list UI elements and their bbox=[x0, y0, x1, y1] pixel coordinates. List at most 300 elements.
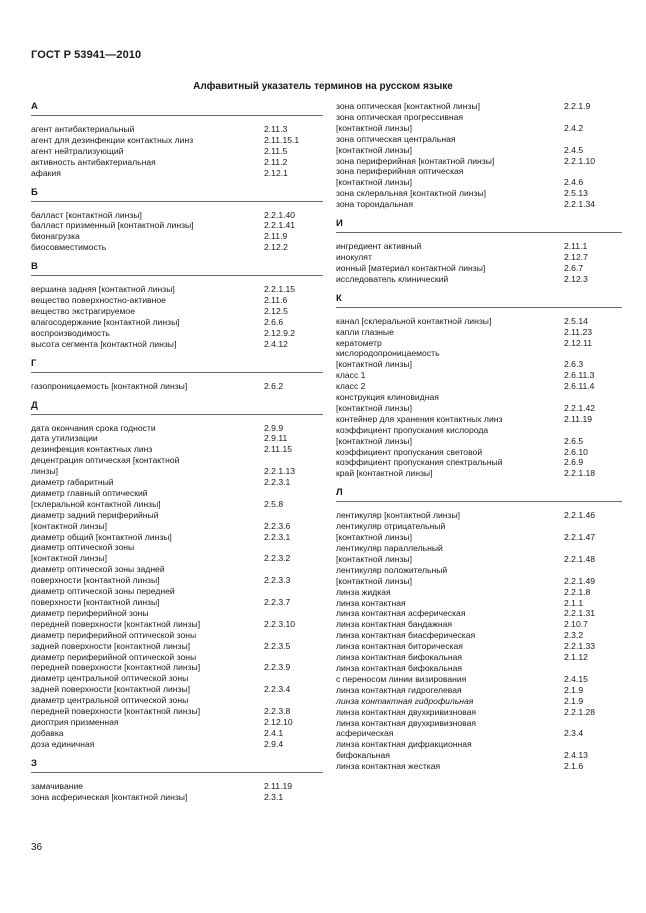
entry-term bbox=[31, 586, 264, 608]
entry-term bbox=[336, 134, 564, 156]
index-entry bbox=[31, 433, 323, 444]
entry-code: 2.11.15.1 bbox=[264, 134, 300, 145]
section-letter: Л bbox=[336, 487, 622, 502]
entry-term bbox=[31, 168, 264, 179]
index-entry bbox=[31, 381, 323, 392]
entry-code: 2.2.1.8 bbox=[564, 586, 591, 597]
index-entry bbox=[31, 781, 323, 792]
entry-term-line: [контактной линзы] bbox=[336, 122, 412, 133]
entry-term-line: [контактной линзы] bbox=[31, 553, 107, 564]
entry-term-line: диаметр оптической зоны bbox=[31, 542, 135, 553]
entry-term bbox=[31, 231, 264, 242]
entry-code: 2.11.23 bbox=[564, 326, 593, 337]
entry-term bbox=[31, 630, 264, 652]
entry-term-line: конструкция клиновидная bbox=[336, 392, 439, 403]
entry-term bbox=[336, 263, 564, 274]
entry-term bbox=[31, 242, 264, 253]
entry-term-line: с переносом линии визирования bbox=[336, 673, 467, 684]
entry-term-line: лентикуляр [контактной линзы] bbox=[336, 510, 461, 521]
entry-code: 2.12.7 bbox=[564, 251, 588, 262]
entry-term-line: линза контактная двухкривизновая bbox=[336, 706, 477, 717]
entry-code: 2.11.5 bbox=[264, 145, 288, 156]
entry-term bbox=[31, 339, 264, 350]
index-entry bbox=[31, 739, 323, 750]
entry-term-line: [контактной линзы] bbox=[31, 520, 107, 531]
index-entry bbox=[336, 252, 622, 263]
entry-term-line: [контактной линзы] bbox=[336, 532, 412, 543]
entry-term bbox=[31, 124, 264, 135]
entry-term bbox=[336, 685, 564, 696]
index-entry bbox=[336, 663, 622, 685]
entry-term-line: ионный [материал контактной линзы] bbox=[336, 262, 486, 273]
entry-term bbox=[336, 608, 564, 619]
entry-term-line: коэффициент пропускания спектральный bbox=[336, 457, 503, 468]
entry-code: 2.2.3.1 bbox=[264, 531, 291, 542]
entry-code: 2.2.3.2 bbox=[264, 553, 291, 564]
index-entry bbox=[31, 630, 323, 652]
index-entry bbox=[31, 532, 323, 543]
entry-term-line: передней поверхности [контактной линзы] bbox=[31, 706, 201, 717]
index-entry bbox=[31, 242, 323, 253]
entry-code: 2.1.1 bbox=[564, 597, 584, 608]
entry-term bbox=[336, 543, 564, 565]
entry-term bbox=[336, 707, 564, 718]
entry-code: 2.6.11.4 bbox=[564, 381, 595, 392]
entry-code: 2.2.3.5 bbox=[264, 640, 291, 651]
entry-code: 2.1.12 bbox=[564, 652, 588, 663]
entry-term-line: поверхности [контактной линзы] bbox=[31, 597, 160, 607]
index-entry bbox=[336, 101, 622, 112]
entry-term-line: линза контактная биторическая bbox=[336, 641, 463, 652]
index-entry bbox=[31, 510, 323, 532]
entry-term bbox=[336, 156, 564, 167]
entry-term-line: передней поверхности [контактной линзы] bbox=[31, 662, 201, 673]
entry-code: 2.3.4 bbox=[564, 728, 584, 739]
entry-term-line: [контактной линзы] bbox=[336, 553, 412, 564]
index-section bbox=[336, 487, 622, 772]
entry-term-line: поверхности [контактной линзы] bbox=[31, 575, 160, 586]
entry-code: 2.11.9 bbox=[264, 231, 288, 242]
entry-term-line: коэффициент пропускания световой bbox=[336, 446, 483, 457]
entry-term-line: вещество поверхностно-активное bbox=[31, 295, 166, 306]
entry-term-line: балласт призменный [контактной линзы] bbox=[31, 220, 194, 231]
entry-term-line: диаметр габаритный bbox=[31, 477, 114, 488]
entry-term bbox=[31, 423, 264, 434]
entry-term-line: [склеральной контактной линзы] bbox=[31, 498, 161, 509]
entry-code: 2.2.3.3 bbox=[264, 575, 291, 586]
index-entry bbox=[31, 306, 323, 317]
index-entry bbox=[31, 295, 323, 306]
entry-term-line: зона оптическая [контактной линзы] bbox=[336, 101, 480, 111]
index-entry bbox=[336, 134, 622, 156]
entry-term bbox=[336, 630, 564, 641]
entry-term bbox=[31, 157, 264, 168]
entry-code: 2.4.12 bbox=[264, 338, 288, 349]
entry-code: 2.6.10 bbox=[564, 446, 588, 457]
index-entry bbox=[336, 543, 622, 565]
entry-term bbox=[336, 316, 564, 327]
entry-term bbox=[336, 101, 564, 112]
entry-term-line: диаметр оптической зоны задней bbox=[31, 564, 165, 575]
index-entry bbox=[336, 510, 622, 521]
index-entry bbox=[31, 792, 323, 803]
index-entry bbox=[336, 468, 622, 479]
entry-code: 2.1.6 bbox=[564, 761, 584, 772]
index-entry bbox=[31, 135, 323, 146]
index-entry bbox=[31, 695, 323, 717]
entry-term-line: диаметр главный оптический bbox=[31, 487, 148, 498]
entry-term bbox=[31, 477, 264, 488]
entry-term bbox=[31, 433, 264, 444]
entry-term-line: лентикуляр параллельный bbox=[336, 543, 443, 553]
entry-term bbox=[336, 718, 564, 740]
index-column-right bbox=[336, 101, 622, 780]
index-entry bbox=[31, 220, 323, 231]
index-entry bbox=[336, 608, 622, 619]
entry-term-line: линза контактная дифракционная bbox=[336, 739, 472, 750]
entry-code: 2.11.15 bbox=[264, 444, 293, 455]
entry-term-line: балласт [контактной линзы] bbox=[31, 209, 142, 220]
entry-code: 2.2.3.6 bbox=[264, 520, 291, 531]
section-letter: А bbox=[31, 101, 323, 116]
index-entry bbox=[336, 447, 622, 458]
index-section bbox=[336, 218, 622, 285]
entry-term-line: коэффициент пропускания кислорода bbox=[336, 424, 489, 435]
entry-term bbox=[336, 641, 564, 652]
entry-term-line: бионагрузка bbox=[31, 231, 80, 242]
index-section bbox=[31, 101, 323, 179]
entry-term bbox=[336, 252, 564, 263]
index-entry bbox=[31, 488, 323, 510]
entry-code: 2.6.11.3 bbox=[564, 370, 595, 381]
entry-term bbox=[31, 317, 264, 328]
entry-code: 2.2.3.7 bbox=[264, 597, 291, 607]
entry-code: 2.2.1.41 bbox=[264, 220, 296, 231]
entry-term-line: линза контактная биасферическая bbox=[336, 630, 476, 641]
entry-code: 2.2.1.49 bbox=[564, 575, 596, 586]
entry-term-line: линза жидкая bbox=[336, 586, 391, 597]
index-section bbox=[31, 261, 323, 349]
entry-term-line: линза контактная bbox=[336, 597, 406, 608]
entry-term bbox=[336, 696, 564, 707]
entry-term bbox=[31, 542, 264, 564]
entry-code: 2.11.19 bbox=[564, 413, 593, 424]
entry-code: 2.6.5 bbox=[564, 435, 584, 446]
entry-term-line: биосовместимость bbox=[31, 242, 107, 253]
entry-term bbox=[336, 565, 564, 587]
entry-term bbox=[336, 652, 564, 663]
entry-term-line: зона периферийная [контактной линзы] bbox=[336, 155, 495, 166]
entry-code: 2.11.6 bbox=[264, 295, 288, 306]
entry-code: 2.4.2 bbox=[564, 122, 584, 133]
index-entry bbox=[336, 166, 622, 188]
entry-term-line: зона оптическая центральная bbox=[336, 133, 456, 144]
entry-code: 2.2.3.4 bbox=[264, 684, 291, 695]
index-entry bbox=[31, 455, 323, 477]
entry-term bbox=[31, 781, 264, 792]
entry-term-line: линза контактная гидрогелевая bbox=[336, 684, 462, 695]
index-entry bbox=[31, 146, 323, 157]
entry-term-line: кислородопроницаемость bbox=[336, 348, 440, 359]
index-entry bbox=[31, 728, 323, 739]
entry-term bbox=[336, 425, 564, 447]
index-section bbox=[31, 758, 323, 803]
entry-term bbox=[336, 414, 564, 425]
entry-term-line: доза единичная bbox=[31, 738, 95, 749]
entry-term-line: диаметр периферийной оптической зоны bbox=[31, 629, 197, 640]
entry-code: 2.2.1.42 bbox=[564, 402, 596, 413]
index-entry bbox=[336, 274, 622, 285]
index-entry bbox=[336, 761, 622, 772]
entry-term bbox=[31, 510, 264, 532]
entry-term bbox=[336, 663, 564, 685]
index-entry bbox=[336, 327, 622, 338]
index-entry bbox=[336, 414, 622, 425]
entry-code: 2.2.1.10 bbox=[564, 155, 596, 166]
entry-code: 2.6.6 bbox=[264, 316, 284, 327]
entry-term-line: влагосодержание [контактной линзы] bbox=[31, 316, 180, 327]
entry-term-line: диаметр центральной оптической зоны bbox=[31, 673, 189, 684]
entry-term bbox=[31, 532, 264, 543]
index-entry bbox=[336, 587, 622, 598]
index-section bbox=[336, 101, 622, 210]
entry-code: 2.12.10 bbox=[264, 716, 293, 727]
entry-term-line: линза контактная асферическая bbox=[336, 608, 466, 619]
index-entry bbox=[336, 707, 622, 718]
entry-code: 2.3.1 bbox=[264, 791, 284, 802]
entry-term-line: [контактной линзы] bbox=[336, 359, 412, 370]
index-entry bbox=[31, 210, 323, 221]
entry-term-line: линзы] bbox=[31, 466, 59, 477]
entry-code: 2.10.7 bbox=[564, 619, 588, 630]
entry-term bbox=[336, 468, 564, 479]
entry-term bbox=[31, 608, 264, 630]
entry-code: 2.1.9 bbox=[564, 695, 584, 706]
index-entry bbox=[336, 241, 622, 252]
index-entry bbox=[336, 457, 622, 468]
index-entry bbox=[31, 542, 323, 564]
index-entry bbox=[336, 630, 622, 641]
index-entry bbox=[336, 641, 622, 652]
index-entry bbox=[31, 564, 323, 586]
entry-term-line: [контактной линзы] bbox=[336, 177, 412, 188]
index-title: Алфавитный указатель терминов на русском языке bbox=[193, 81, 453, 92]
index-entry bbox=[31, 477, 323, 488]
entry-code: 2.12.9.2 bbox=[264, 327, 296, 338]
entry-term-line: [контактной линзы] bbox=[336, 144, 412, 155]
index-entry bbox=[31, 157, 323, 168]
entry-code: 2.2.3.10 bbox=[264, 618, 296, 629]
index-entry bbox=[31, 339, 323, 350]
index-entry bbox=[336, 199, 622, 210]
entry-code: 2.12.1 bbox=[264, 167, 288, 178]
index-entry bbox=[336, 739, 622, 761]
entry-term-line: диаметр задний периферийный bbox=[31, 509, 159, 520]
entry-term-line: линза контактная бифокальная bbox=[336, 652, 462, 663]
index-entry bbox=[336, 565, 622, 587]
entry-code: 2.12.2 bbox=[264, 242, 288, 253]
index-entry bbox=[336, 685, 622, 696]
entry-term-line: диаметр общий [контактной линзы] bbox=[31, 531, 172, 542]
entry-term bbox=[336, 188, 564, 199]
entry-code: 2.9.9 bbox=[264, 422, 284, 433]
entry-term bbox=[336, 338, 564, 349]
entry-term-line: класс 2 bbox=[336, 381, 366, 392]
entry-term bbox=[336, 521, 564, 543]
entry-term bbox=[31, 146, 264, 157]
index-entry bbox=[31, 231, 323, 242]
index-entry bbox=[336, 696, 622, 707]
section-letter: В bbox=[31, 261, 323, 276]
entry-term bbox=[336, 739, 564, 761]
index-section bbox=[31, 358, 323, 392]
entry-term-line: [контактной линзы] bbox=[336, 575, 412, 586]
page-number: 36 bbox=[31, 842, 43, 853]
index-entry bbox=[31, 168, 323, 179]
entry-term-line: асферическая bbox=[336, 728, 394, 739]
index-entry bbox=[31, 423, 323, 434]
entry-term-line: высота сегмента [контактной линзы] bbox=[31, 338, 177, 349]
entry-term bbox=[31, 306, 264, 317]
entry-term-line: замачивание bbox=[31, 780, 84, 791]
entry-code: 2.11.1 bbox=[564, 241, 588, 252]
entry-term-line: дата окончания срока годности bbox=[31, 422, 156, 433]
index-entry bbox=[31, 284, 323, 295]
entry-term-line: линза контактная жесткая bbox=[336, 761, 441, 772]
entry-term bbox=[336, 619, 564, 630]
index-entry bbox=[336, 316, 622, 327]
entry-term bbox=[31, 220, 264, 231]
entry-code: 2.11.2 bbox=[264, 156, 288, 167]
index-entry bbox=[31, 328, 323, 339]
entry-term bbox=[31, 652, 264, 674]
entry-term-line: агент нейтрализующий bbox=[31, 145, 124, 156]
entry-term bbox=[336, 598, 564, 609]
entry-term-line: линза контактная двухкривизновая bbox=[336, 717, 477, 728]
entry-term-line: ингредиент активный bbox=[336, 241, 422, 252]
entry-code: 2.2.1.40 bbox=[264, 209, 296, 220]
entry-term-line: дезинфекция контактных линз bbox=[31, 444, 153, 455]
index-entry bbox=[336, 348, 622, 370]
entry-code: 2.4.13 bbox=[564, 750, 588, 761]
index-entry bbox=[336, 381, 622, 392]
entry-term-line: диаметр периферийной оптической зоны bbox=[31, 651, 197, 662]
entry-code: 2.2.3.8 bbox=[264, 706, 291, 717]
entry-term-line: агент антибактериальный bbox=[31, 124, 135, 134]
entry-term bbox=[336, 166, 564, 188]
entry-term bbox=[336, 112, 564, 134]
entry-term-line: линза контактная гидрофильная bbox=[336, 695, 474, 706]
entry-term-line: диаметр оптической зоны передней bbox=[31, 586, 175, 597]
entry-term-line: лентикуляр отрицательный bbox=[336, 521, 446, 532]
entry-term-line: лентикуляр положительный bbox=[336, 564, 448, 575]
entry-term-line: контейнер для хранения контактных линз bbox=[336, 413, 503, 424]
entry-term bbox=[336, 761, 564, 772]
entry-term bbox=[31, 673, 264, 695]
entry-term bbox=[336, 348, 564, 370]
entry-term-line: диоптрия призменная bbox=[31, 716, 119, 727]
entry-term bbox=[31, 381, 264, 392]
section-letter: И bbox=[336, 218, 622, 233]
entry-term bbox=[31, 328, 264, 339]
entry-term-line: задней поверхности [контактной линзы] bbox=[31, 684, 191, 695]
entry-term-line: [контактной линзы] bbox=[336, 435, 412, 446]
entry-term-line: децентрация оптическая [контактной bbox=[31, 455, 180, 466]
entry-code: 2.6.3 bbox=[564, 359, 584, 370]
entry-code: 2.3.2 bbox=[564, 630, 584, 641]
entry-term-line: инокулят bbox=[336, 251, 372, 262]
index-section bbox=[336, 293, 622, 480]
index-entry bbox=[336, 718, 622, 740]
entry-term-line: канал [склеральной контактной линзы] bbox=[336, 315, 492, 326]
entry-term-line: воспроизводимость bbox=[31, 327, 110, 338]
entry-code: 2.4.1 bbox=[264, 727, 284, 738]
entry-term-line: активность антибактериальная bbox=[31, 156, 156, 167]
entry-code: 2.2.1.34 bbox=[564, 199, 596, 210]
index-entry bbox=[336, 521, 622, 543]
entry-term-line: вершина задняя [контактной линзы] bbox=[31, 284, 175, 295]
section-letter: К bbox=[336, 293, 622, 308]
entry-term bbox=[31, 295, 264, 306]
entry-code: 2.9.11 bbox=[264, 433, 288, 444]
entry-code: 2.12.5 bbox=[264, 305, 288, 316]
entry-term bbox=[31, 488, 264, 510]
entry-code: 2.4.15 bbox=[564, 673, 588, 684]
index-entry bbox=[31, 124, 323, 135]
entry-term-line: линза контактная бандажная bbox=[336, 619, 452, 630]
entry-term-line: капли глазные bbox=[336, 326, 394, 337]
index-column-left bbox=[31, 101, 323, 811]
entry-term-line: дата утилизации bbox=[31, 433, 98, 444]
section-letter: Г bbox=[31, 358, 323, 373]
index-entry bbox=[31, 444, 323, 455]
entry-code: 2.6.7 bbox=[564, 262, 584, 273]
entry-term bbox=[31, 792, 264, 803]
entry-code: 2.2.1.46 bbox=[564, 510, 596, 521]
entry-term bbox=[336, 457, 564, 468]
entry-term bbox=[336, 381, 564, 392]
entry-term bbox=[31, 739, 264, 750]
entry-code: 2.6.9 bbox=[564, 457, 584, 468]
entry-term-line: зона тороидальная bbox=[336, 199, 413, 210]
entry-term-line: кератометр bbox=[336, 337, 382, 348]
entry-code: 2.12.11 bbox=[564, 337, 593, 348]
entry-term-line: исследователь клинический bbox=[336, 273, 449, 284]
entry-term-line: задней поверхности [контактной линзы] bbox=[31, 640, 191, 651]
entry-term-line: зона склеральная [контактной линзы] bbox=[336, 188, 487, 199]
entry-code: 2.11.3 bbox=[264, 124, 288, 134]
entry-code: 2.2.1.47 bbox=[564, 532, 596, 543]
entry-term-line: газопроницаемость [контактной линзы] bbox=[31, 380, 188, 391]
section-letter: Б bbox=[31, 187, 323, 202]
entry-term bbox=[336, 447, 564, 458]
index-entry bbox=[336, 392, 622, 414]
entry-term-line: бифокальная bbox=[336, 750, 390, 761]
entry-term bbox=[31, 284, 264, 295]
index-entry bbox=[336, 338, 622, 349]
entry-term-line: афакия bbox=[31, 167, 61, 178]
entry-term-line: зона оптическая прогрессивная bbox=[336, 111, 464, 122]
index-entry bbox=[336, 188, 622, 199]
entry-term-line: класс 1 bbox=[336, 370, 366, 381]
index-section bbox=[31, 187, 323, 254]
index-entry bbox=[336, 112, 622, 134]
entry-term bbox=[31, 455, 264, 477]
entry-term bbox=[336, 199, 564, 210]
index-entry bbox=[336, 619, 622, 630]
index-entry bbox=[31, 317, 323, 328]
entry-term bbox=[336, 587, 564, 598]
